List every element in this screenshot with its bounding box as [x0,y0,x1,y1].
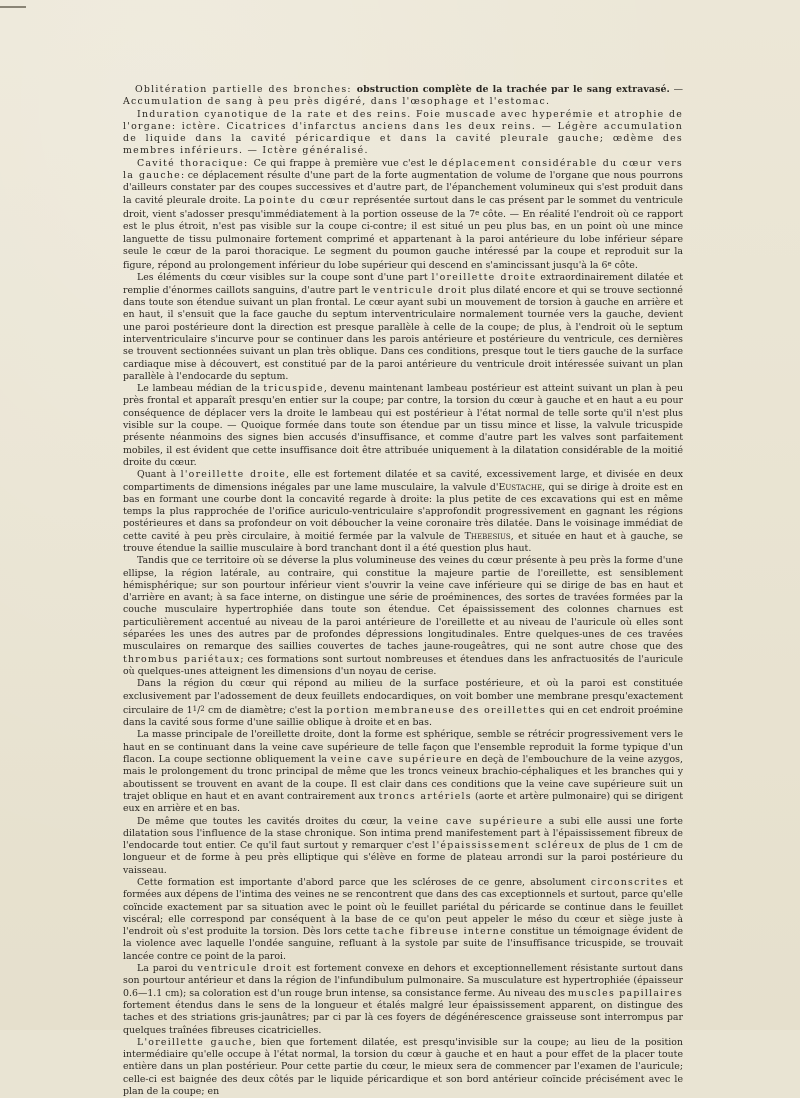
text-run: Le lambeau médian de la [137,383,264,395]
text-run: a subi elle aussi une forte dilatation sous l'influence de la stase chronique. Son intima prend manifestement part à l'épaississement fibreux de l'endocarde tout entier. Ce qu'il faut surtout y remarquer c'est [123,815,683,852]
text-run: Tandis que ce territoire où se déverse la plus volumineuse des veines du cœur présente à peu près la forme d'une ellipse, la région latérale, au contraire, qui constitue la majeure partie de l'oreillette, est sensiblement hémisphérique; sur son pourtour inférieur vient s'ouvrir la veine cave inférieure qui se dirige de bas en haut et d'arrière en avant; à sa face interne, on distingue une série de proéminences, des sortes de travées formées par la couche musculaire hypertrophiée dans toute son étendue. Cet épaississement des colonnes charnues est particulièrement accentué au niveau de la paroi antérieure de l'oreillette et au niveau de l'auricule où elles sont séparées les unes des autres par de profondes dépressions longitudinales. Entre quelques-unes de ces travées musculaires on remarque des saillies couvertes de taches jaune-rougeâtres, qui ne sont autre chose que des [123,555,683,653]
superscript: e [607,260,612,269]
paragraph [123,383,683,469]
emphasis-text: L'oreillette gauche [137,1036,253,1048]
paragraph [123,816,683,877]
emphasis-text: portion membraneuse des oreillettes [326,704,547,716]
text-run: côte. — En réalité l'endroit où ce rapport est le plus étroit, n'est pas visible sur la coupe ci-contre; il est situé un peu plus bas, en un point où une mince languette de tissu pulmonaire fortement comprimé et appartenant à la paroi antérieure du lobe inférieur sépare seule le cœur de la paroi thoracique. Le segment du poumon gauche intéressé par la coupe et reproduit sur la figure, répond au prolongement inférieur du lobe supérieur qui descend en s'amincissant jusqu'à la 6 [123,208,683,272]
text-run: en deçà de l'embouchure de la veine azygos, mais le prolongement du tronc principal de même que les troncs veineux brachio-céphaliques et les branches qui y aboutissent se trouvent en avant de la coupe. Il est clair dans ces conditions que la veine cave supérieure suit un trajet oblique en haut et en avant contrairement aux [123,754,683,802]
emphasis-text: tache fibreuse interne [372,926,507,938]
emphasis-text: thrombus pariétaux [123,653,241,665]
emphasis-text: Induration cyanotique de la rate et des reins. Foie muscade avec hyperémie et atrophie de l'organe: ictère. Cicatrices d'infarctus anciens dans les deux reins. — Légère accumulation de liquide dans la cavité péricardique et dans la cavité pleurale gauche; œdème des membres inférieurs. — Ictère généralisé. [123,108,683,157]
text-run: La masse principale de l'oreillette droite, dont la forme est sphérique, semble se rétrécir progressivement vers le haut en se continuant dans la veine cave supérieure de telle façon que l'ensemble reproduit la forme typique d'un flacon. La coupe sectionne obliquement la [123,729,683,766]
emphasis-text: Accumulation de sang à peu près digéré, dans l'œsophage et l'estomac. [123,96,551,108]
text-run: / [197,704,201,716]
text-run: de plus de 1 cm de longueur et de forme à peu près elliptique qui s'élève en forme de plateau arrondi sur la paroi postérieure du vaisseau. [123,840,683,876]
text-run: constitue un témoignage évident de la violence avec laquelle l'ondée sanguine, refluant à la systole par suite de l'insuffisance tricuspide, se trouvait lancée contre ce point de la paroi. [123,926,684,962]
paragraph [123,158,683,273]
text-run: , bien que fortement dilatée, est presqu'invisible sur la coupe; au lieu de la position intermédiaire qu'elle occupe à l'état normal, la torsion du cœur à gauche et en haut a pour effet de la placer toute entière dans un plan postérieur. Pour cette partie du cœur, le mieux sera de commencer par l'examen de l'auricule; celle-ci est baignée des deux côtés par le liquide péricardique et son bord antérieur coïncide précisément avec le plan de la coupe; en [123,1036,683,1098]
paragraph [123,109,683,158]
text-run: Ce qui frappe à première vue c'est le [253,157,442,169]
text-run: , elle est fortement dilatée et sa cavité, excessivement large, et divisée en deux compartiments de dimensions inégales par une lame musculaire, la valvule d' [123,469,684,493]
paragraph [123,963,683,1037]
superscript: 2 [200,704,205,713]
emphasis-text: tricuspide [263,383,324,395]
text-run: , qui se dirige à droite est en bas en formant une courbe dont la concavité regarde à droite: la plus petite de ces excavations qui est en même temps la plus rapprochée de l'orifice auriculo-ventriculaire s'approfondit progressivement en gagnant les régions postérieures et dans sa profondeur on voit déboucher la veine coronaire très dilatée. Dans le voisinage immédiat de cette cavité à peu près circulaire, à moitié fermée par la valvule de [123,481,683,542]
text-run: qui en cet endroit proémine dans la cavité sous forme d'une saillie oblique à droite et en bas. [123,704,684,729]
emphasis-text: veine cave supérieure [330,754,463,766]
emphasis-text: Cavité thoracique: [137,157,254,169]
text-run: Cette formation est importante d'abord parce que les scléroses de ce genre, absolument [137,877,591,888]
text-run: Quant à [137,469,181,481]
emphasis-text: circonscrites [590,877,669,888]
text-run: extraordinairement dilatée et remplie d'énormes caillots sanguins, d'autre part le [123,272,683,296]
text-run: Les éléments du cœur visibles sur la coupe sont d'une part [137,272,432,284]
emphasis-text: l'épaississement scléreux [432,840,586,852]
emphasis-text: obstruction complète de la trachée par le sang extravasé. [356,84,670,95]
text-run: La paroi du [137,963,198,975]
text-run: représentée surtout dans le cas présent par le sommet du ventricule droit, vient s'adosser presqu'immédiatement à la portion osseuse de la 7 [123,194,683,220]
page-edge-mark [0,6,26,8]
emphasis-text: l'oreillette droite [180,469,287,481]
paragraph [123,272,683,383]
text-run: plus dilaté encore et qui se trouve sectionné dans toute son étendue suivant un plan frontal. Le cœur ayant subi un mouvement de torsion à gauche en arrière et en haut, il s'ensuit que la face gauche du septum interventriculaire normalement tournée vers la gauche, devient une paroi postérieure dont la direction est presque parallèle à celle de la coupe; de plus, à l'endroit où le septum interventriculaire s'incurve pour se continuer dans les parois antérieure et postérieure du ventricule, ces dernières se trouvent sectionnées suivant un plan très oblique. Dans ces conditions, presque tout le tiers gauche de la surface cardiaque mise à découvert, est constitué par de la paroi antérieure du ventricule droit intéressée suivant un plan parallèle à l'endocarde du septum. [123,284,683,382]
paragraph [123,555,683,678]
superscript: 1 [192,704,198,713]
emphasis-text: Oblitération partielle des bronches: [135,84,357,95]
text-run: ; ces formations sont surtout nombreuses et étendues dans les anfractuosités de l'auricule où quelques-unes atteignent les dimensions d'un noyau de cerise. [123,653,684,677]
text-run: , et située en haut et à gauche, se trouve étendue la saillie musculaire à bord tranchant dont il a été question plus haut. [123,530,683,554]
body-text [123,84,683,1098]
paragraph [123,84,683,109]
paragraph [123,1037,683,1098]
text-run: côte. [611,260,638,272]
emphasis-text: l'oreillette droite [431,272,537,284]
paragraph [123,469,683,555]
superscript: e [475,208,480,217]
emphasis-text: troncs artériels [378,790,472,802]
text-run: — [669,84,683,95]
paragraph [123,678,683,729]
emphasis-text: veine cave supérieure [407,815,544,827]
emphasis-text: déplacement considérable du cœur vers la gauche [123,157,683,182]
text-run: Dans la région du cœur qui répond au milieu de la surface postérieure, et où la paroi est constituée exclusivement par l'adossement de deux feuillets endocardiques, on voit bomber une membrane presqu'exactement circulaire de 1 [123,678,683,716]
text-run: fortement étendus dans le sens de la longueur et étalés malgré leur épaississement apparent, on distingue des taches et des striations gris-jaunâtres; par ci par là ces foyers de dégénérescence graisseuse sont interrompus par quelques traînées fibreuses cicatricielles. [123,999,683,1036]
text-run: (aorte et artère pulmonaire) qui se dirigent eux en arrière et en bas. [123,790,683,815]
emphasis-text: Thebesius [464,530,511,542]
text-run: et formées aux dépens de l'intima des veines ne se rencontrent que dans des cas exceptionnels et surtout, parce qu'elle coïncide exactement par sa situation avec le point où le feuillet pariétal du péricarde se continue dans le feuillet viscéral; elle correspond par conséquent à la base de ce qu'on peut appeler le méso du cœur et siège juste à l'endroit où s'est produite la torsion. Dès lors cette [123,877,684,938]
emphasis-text: muscles papillaires [567,987,684,999]
emphasis-text: pointe du cœur [258,194,350,206]
paragraph [123,877,683,963]
text-run: : ce déplacement résulte d'une part de la forte augmentation de volume de l'organe que nous pourrons d'ailleurs constater par des coupes successives et d'autre part, de l'épanchement volumineux qui s'est produit dans la cavité pleurale droite. La [123,170,683,206]
emphasis-text: ventricule droit [373,284,468,296]
text-run: cm de diamètre; c'est la [204,704,327,716]
emphasis-text: Eustache [498,481,543,493]
emphasis-text: ventricule droit [197,963,293,975]
text-run: , devenu maintenant lambeau postérieur est atteint suivant un plan à peu près frontal et apparaît presqu'en entier sur la coupe; par contre, la torsion du cœur à gauche et en haut a eu pour conséquence de déplacer vers la droite le lambeau qui est postérieur à l'état normal de telle sorte qu'il n'est plus visible sur la coupe. — Quoique formée dans toute son étendue par un tissu mince et lisse, la valvule tricuspide présente néanmoins des signes bien accusés d'insuffisance, et comme d'autre part les valves sont parfaitement mobiles, il est évident que cette insuffisance doit être attribuée uniquement à la dilatation considérable de la moitié droite du cœur. [123,383,683,468]
text-run: est fortement convexe en dehors et exceptionnellement résistante surtout dans son pourtour antérieur et dans la région de l'infundibulum pulmonaire. Sa musculature est hypertrophiée (épaisseur 0.6—1.1 cm); sa coloration est d'un rouge brun intense, sa consistance ferme. Au niveau des [123,963,683,999]
paragraph [123,729,683,815]
text-run: De même que toutes les cavités droites du cœur, la [137,815,408,827]
